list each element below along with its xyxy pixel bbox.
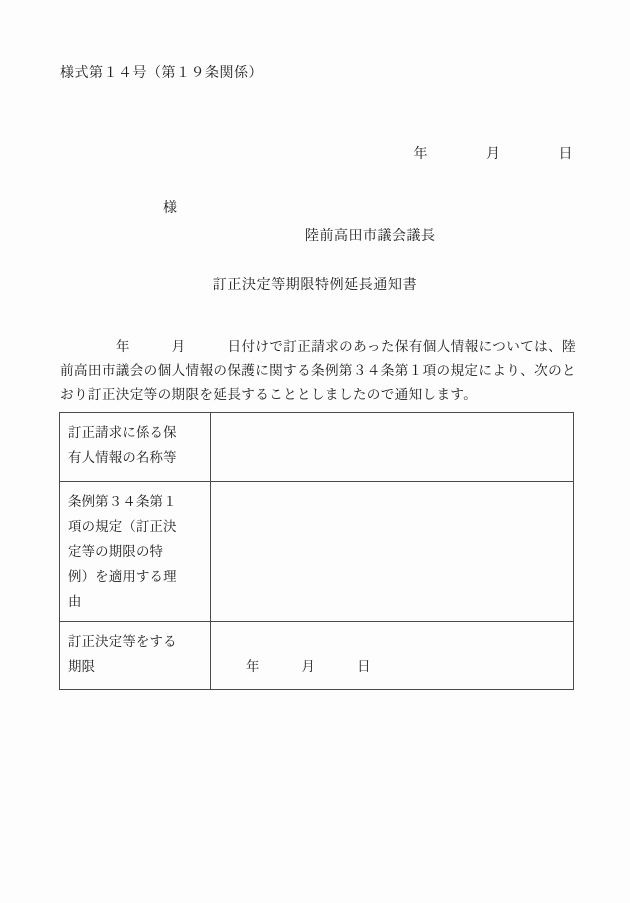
row-value-personal-info-name[interactable]: [211, 413, 574, 482]
form-number-heading: 様式第１４号（第１９条関係）: [60, 66, 263, 81]
table-row: [60, 413, 574, 482]
label-line: 訂正決定等をする: [68, 634, 177, 649]
body-date-placeholder: 年 月: [115, 338, 228, 354]
issuer-name: 陸前高田市議会議長: [305, 229, 436, 244]
body-main-text: 日付けで訂正請求のあった保有個人情報については、陸前高田市議会の個人情報の保護に関する条例第３４条第１項の規定により、次のとおり訂正決定等の期限を延長することとしましたので通知します。: [60, 338, 576, 402]
row-value-decision-deadline[interactable]: [211, 622, 574, 690]
label-line: 有人情報の名称等: [68, 450, 177, 465]
row-label-decision-deadline: [60, 622, 211, 690]
table-row: [60, 482, 574, 622]
label-line: 例）を適用する理: [68, 569, 177, 584]
row-value-extension-reason[interactable]: [211, 482, 574, 622]
notification-details-table: [59, 412, 574, 690]
body-indent: [60, 339, 116, 354]
label-line: 訂正請求に係る保: [68, 425, 177, 440]
document-title: 訂正決定等期限特例延長通知書: [212, 278, 418, 293]
row-label-extension-reason: [60, 482, 211, 622]
body-paragraph: [60, 335, 576, 407]
row-label-personal-info-name: [60, 413, 211, 482]
deadline-date-placeholder: 年 月 日: [246, 659, 372, 674]
label-line: 条例第３４条第１: [68, 494, 177, 509]
label-line: 期限: [68, 659, 96, 674]
table-row: [60, 622, 574, 690]
issue-date-line: 年 月 日: [413, 147, 573, 162]
label-line: 定等の期限の特: [68, 544, 164, 559]
label-line: 項の規定（訂正決: [68, 519, 177, 534]
label-line: 由: [68, 594, 82, 609]
addressee-honorific: 様: [163, 201, 178, 216]
